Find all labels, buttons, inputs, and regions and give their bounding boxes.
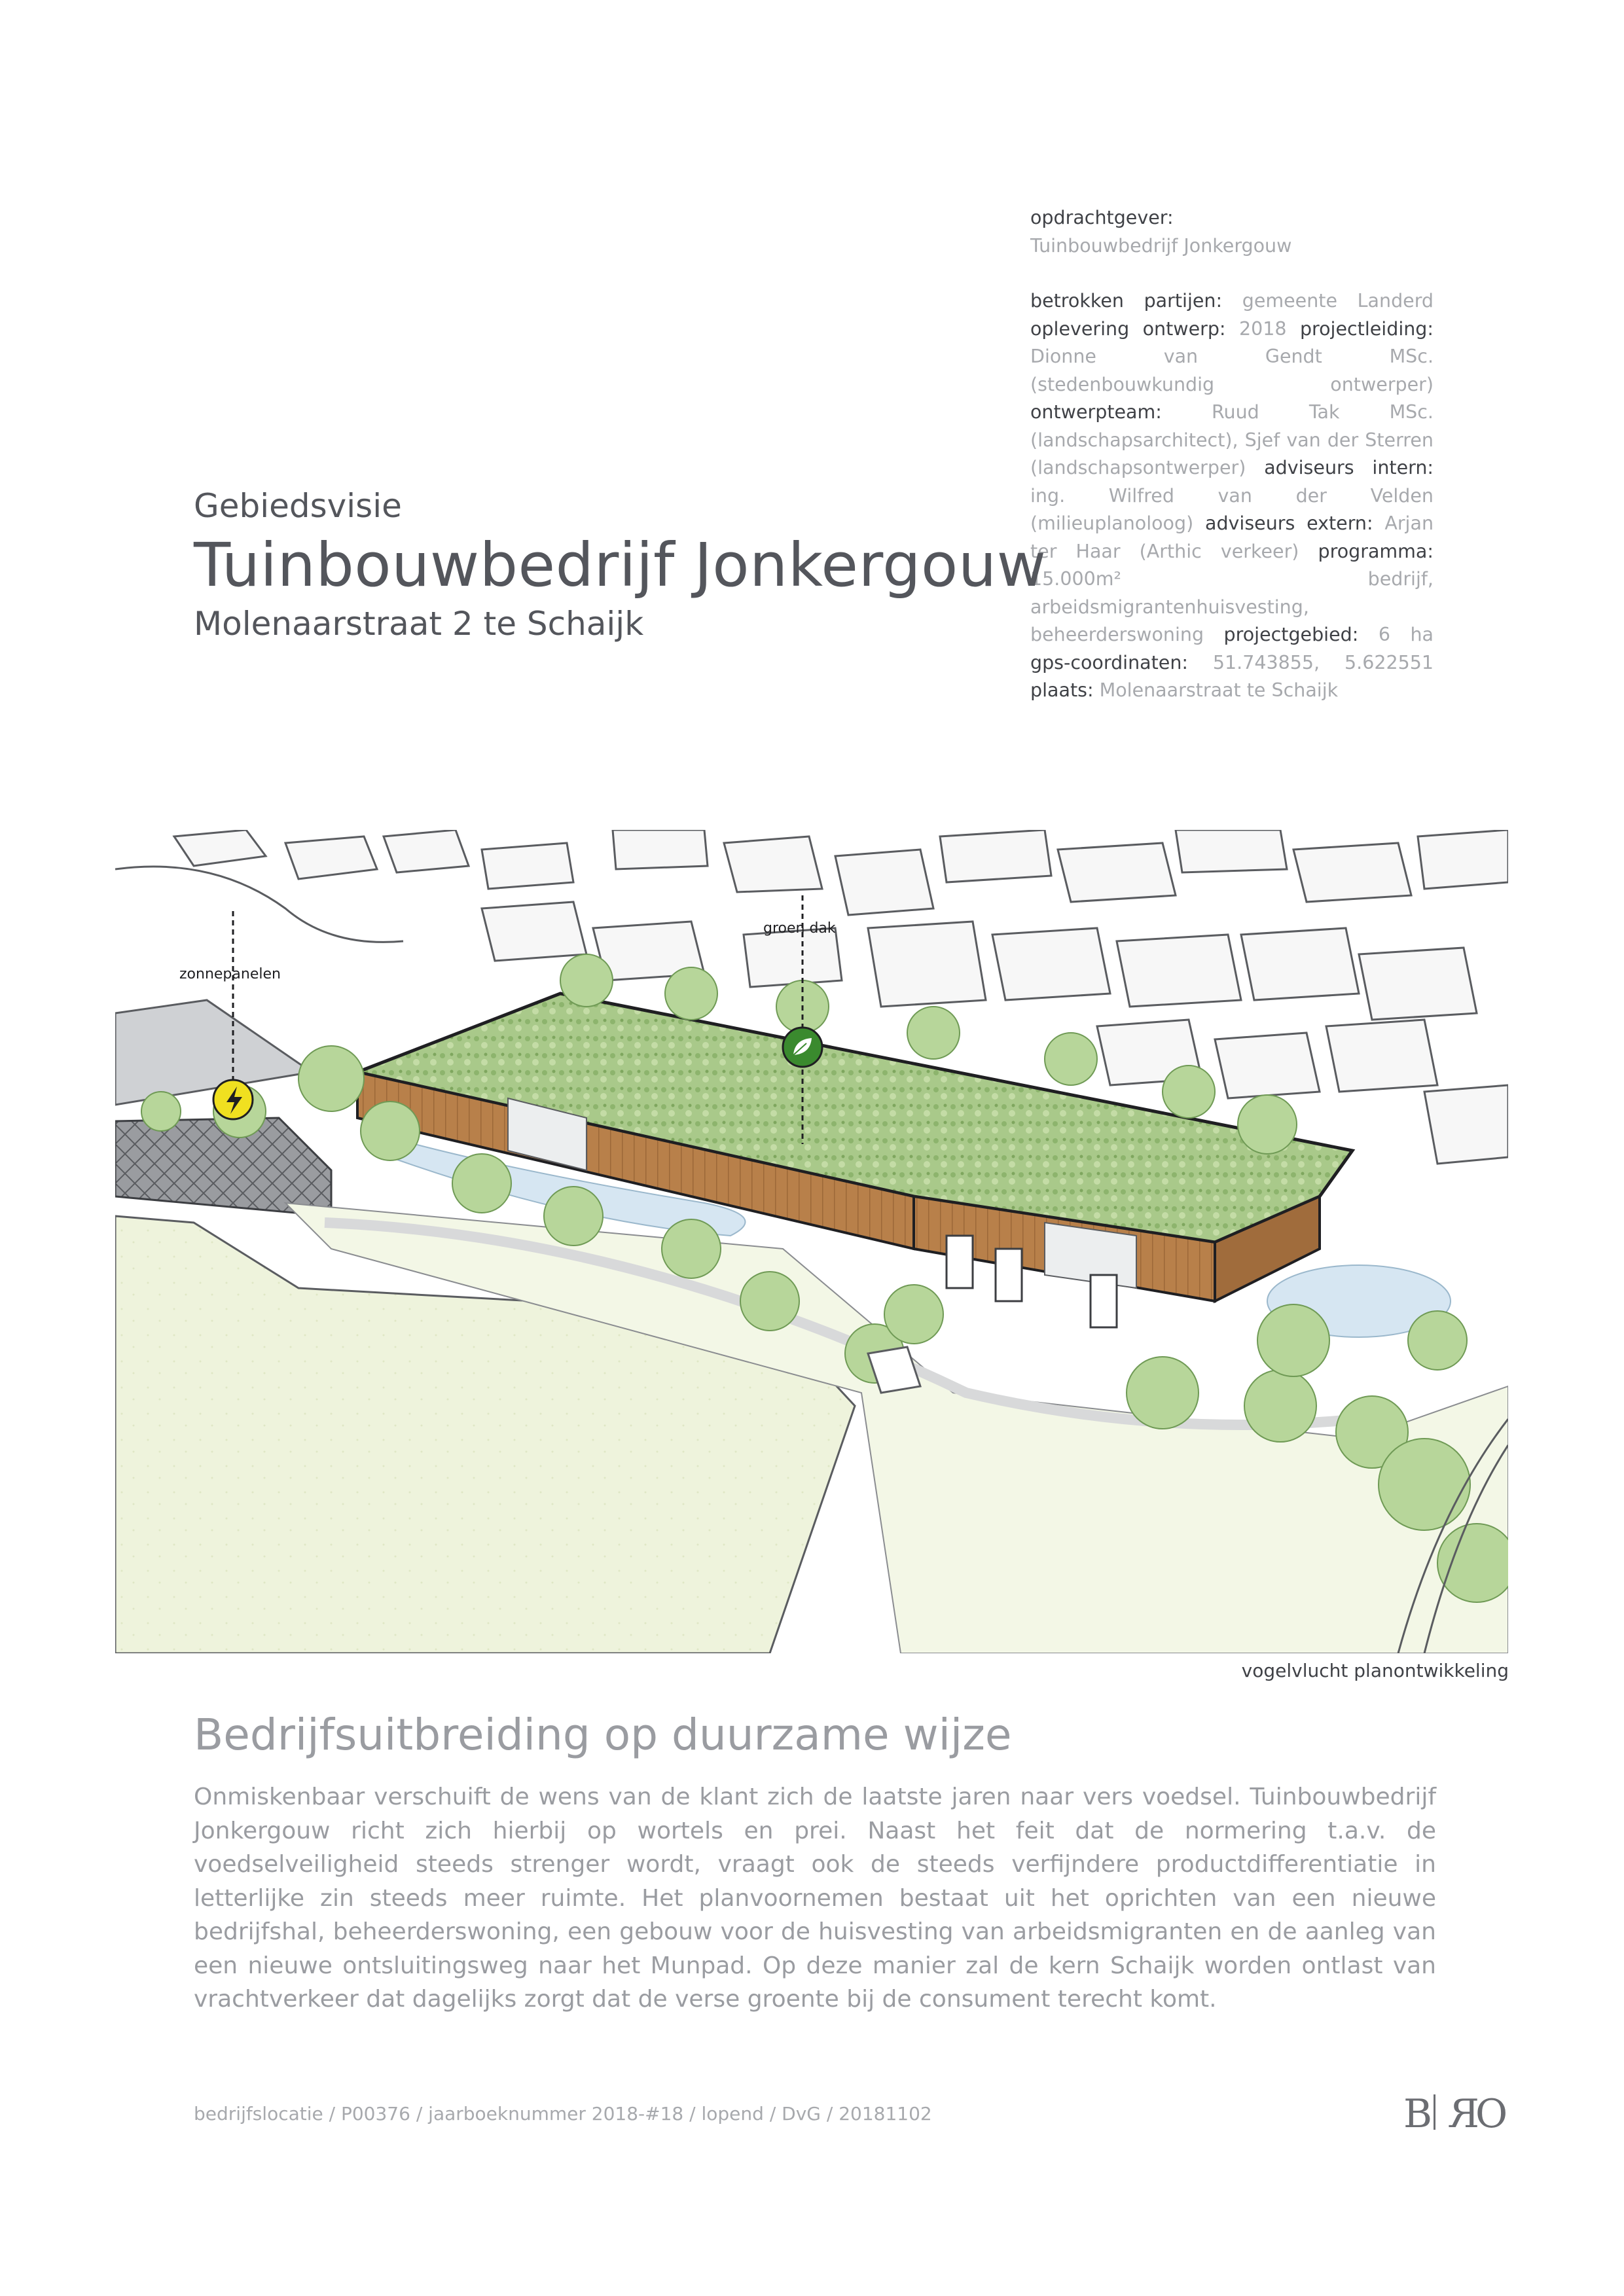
leaf-icon (783, 1028, 822, 1067)
parties-value: gemeente Landerd (1242, 290, 1434, 312)
label-green-roof: groen dak (763, 920, 836, 937)
client-value: Tuinbouwbedrijf Jonkergouw (1030, 234, 1292, 257)
page-title: Tuinbouwbedrijf Jonkergouw (194, 530, 1047, 600)
client-label: opdrachtgever: (1030, 207, 1174, 228)
section-title: Bedrijfsuitbreiding op duurzame wijze (194, 1710, 1012, 1760)
aerial-illustration (115, 830, 1508, 1653)
figure-caption: vogelvlucht planontwikkeling (1241, 1660, 1509, 1681)
program-value: 15.000m² bedrijf, arbeidsmigrantenhuisvesting, beheerderswoning (1030, 568, 1434, 645)
program-label: programma: (1318, 540, 1434, 562)
place-label: plaats: (1030, 679, 1094, 701)
footer-reference: bedrijfslocatie / P00376 / jaarboeknummer 2018-#18 / lopend / DvG / 20181102 (194, 2103, 932, 2125)
svg-text:O: O (1475, 2091, 1508, 2135)
aerial-drawing (115, 830, 1508, 1653)
lead-label: projectleiding: (1299, 317, 1434, 340)
gps-value: 51.743855, 5.622551 (1212, 651, 1434, 673)
svg-text:B: B (1403, 2091, 1433, 2135)
delivery-label: oplevering ontwerp: (1030, 317, 1226, 340)
lightning-icon (213, 1080, 253, 1119)
internal-advisors-label: adviseurs intern: (1264, 457, 1434, 478)
svg-text:R: R (1449, 2091, 1479, 2135)
delivery-value: 2018 (1238, 317, 1287, 340)
label-solar: zonnepanelen (179, 966, 281, 982)
page-subtitle: Gebiedsvisie (194, 487, 402, 525)
area-label: projectgebied: (1223, 624, 1359, 645)
bro-logo (1401, 2089, 1512, 2135)
place-value: Molenaarstraat te Schaijk (1099, 679, 1339, 701)
area-value: 6 ha (1378, 624, 1434, 645)
team-label: ontwerpteam: (1030, 401, 1162, 423)
lead-value: Dionne van Gendt MSc. (stedenbouwkundig ontwerper) (1030, 346, 1434, 395)
project-address: Molenaarstraat 2 te Schaijk (194, 605, 644, 643)
external-advisors-value: Arjan ter Haar (Arthic verkeer) (1030, 512, 1434, 562)
project-metadata (1030, 204, 1434, 705)
internal-advisors-value: ing. Wilfred van der Velden (milieuplanoloog) (1030, 484, 1434, 534)
team-value: Ruud Tak MSc. (landschapsarchitect), Sjef van der Sterren (landschapsontwerper) (1030, 401, 1434, 478)
parties-label: betrokken partijen: (1030, 290, 1223, 312)
external-advisors-label: adviseurs extern: (1204, 512, 1373, 534)
gps-label: gps-coordinaten: (1030, 651, 1188, 673)
section-body: Onmiskenbaar verschuift de wens van de klant zich de laatste jaren naar vers voedsel. Tuinbouwbedrijf Jonkergouw richt zich hierbij op wortels en prei. Naast het feit dat de normering t.a.v. de voedselveiligheid steeds strenger wordt, vraagt ook de steeds verfijndere productdifferentiatie in letterlijke zin steeds meer ruimte. Het planvoornemen bestaat uit het oprichten van een nieuwe bedrijfshal, beheerderswoning, een gebouw voor de huisvesting van arbeidsmigranten en de aanleg van een nieuwe ontsluitingsweg naar het Munpad. Op deze manier zal de kern Schaijk worden ontlast van vrachtverkeer dat dagelijks zorgt dat de verse groente bij de consument terecht komt. (194, 1784, 1436, 2013)
